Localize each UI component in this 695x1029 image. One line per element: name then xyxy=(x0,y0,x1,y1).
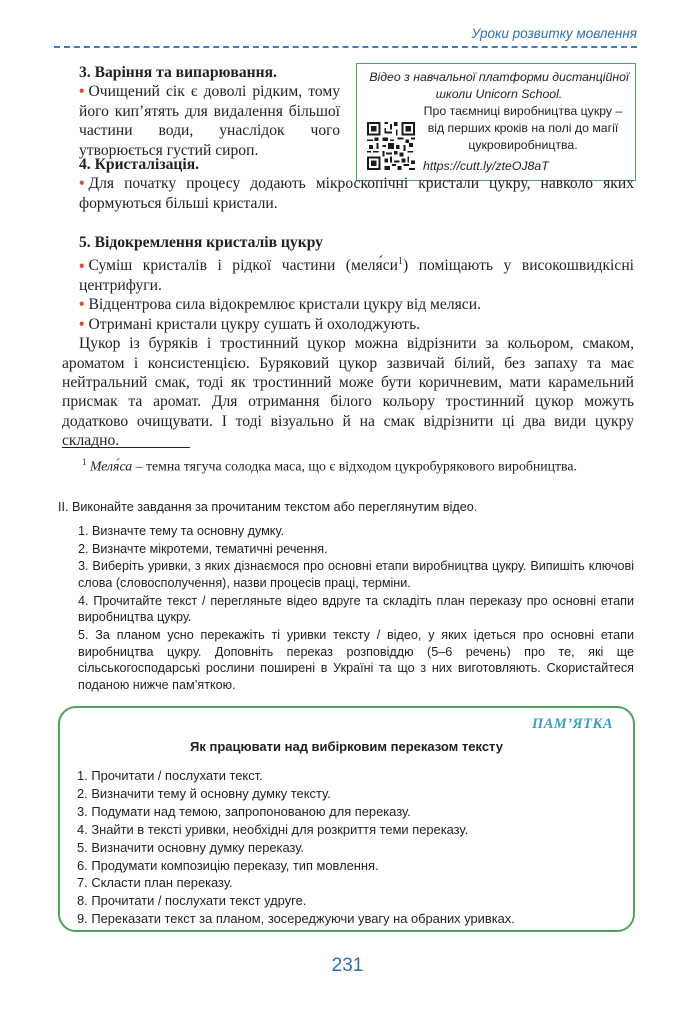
memo-item: 6. Продумати композицію переказу, тип мовлення. xyxy=(77,857,379,873)
task-item: 5. За планом усно перекажіть ті уривки тексту / відео, у яких ідеться про основні етапи виробництва цукру. Доповніть переказ розповіддю (5–6 речень) про те, які ще сільськогосподарські рослини поширені в Україні та що з них виготовляють. Скористайтеся поданою нижче пам’яткою. xyxy=(78,627,634,692)
footnote-term: Меля́са xyxy=(89,458,133,474)
bullet-dot: • xyxy=(79,83,85,101)
footnote-divider xyxy=(62,447,190,448)
s5-b1-post: ) поміщають у високошвидкісні центрифуги. xyxy=(79,257,634,294)
section-4-bullet-text: Для початку процесу додають мікроскопічні кристали цукру, навколо яких формуються більші кристали. xyxy=(79,175,634,212)
tasks-list xyxy=(62,523,634,694)
footnote xyxy=(62,454,634,475)
section-5 xyxy=(62,233,634,451)
footnote-body xyxy=(62,454,634,475)
memo-item: 8. Прочитати / послухати текст удруге. xyxy=(77,893,307,909)
video-caption: Відео з навчальної платформи дистанційної школи Unicorn School. xyxy=(369,70,629,101)
tasks-intro: II. Виконайте завдання за прочитаним текстом або переглянутим відео. xyxy=(58,500,478,514)
section-5-bullet-2 xyxy=(62,295,634,314)
section-5-bullet-3 xyxy=(62,315,634,334)
section-3 xyxy=(62,63,340,160)
footnote-ref: 1 xyxy=(398,256,403,268)
page-header xyxy=(54,24,637,48)
memo-item: 9. Переказати текст за планом, зосереджуючи увагу на обраних уривках. xyxy=(77,911,515,927)
memo-item: 2. Визначити тему й основну думку тексту. xyxy=(77,785,331,801)
bullet-dot: • xyxy=(79,257,85,275)
bullet-dot: • xyxy=(79,315,85,333)
task-item: 4. Прочитайте текст / перегляньте відео вдруге та складіть план переказу про основні етапи виробництва цукру. xyxy=(78,593,634,625)
section-5-title: 5. Відокремлення кристалів цукру xyxy=(79,234,323,251)
memo-box xyxy=(58,706,635,932)
memo-item: 4. Знайти в тексті уривки, необхідні для розкриття теми переказу. xyxy=(77,821,469,837)
section-4-title: 4. Кристалізація. xyxy=(79,156,200,173)
page-number: 231 xyxy=(331,955,364,976)
memo-item: 1. Прочитати / послухати текст. xyxy=(77,768,263,783)
s5-b3-text: Отримані кристали цукру сушать й охолоджують. xyxy=(88,315,421,333)
bullet-dot: • xyxy=(79,296,85,314)
section-5-bullet-1 xyxy=(62,252,634,295)
section-4-bullet xyxy=(62,174,634,213)
main-paragraph: Цукор із буряків і тростинний цукор можна відрізнити за кольором, смаком, ароматом і консистенцією. Буряковий цукор зазвичай білий, без запаху та має нейтральний смак, тоді як тростинний може бути коричневим, мати карамельний присмак та аромат. Для отримання білого кольору тростинний цукор можуть додатково очищувати. І тоді візуально й на смак відрізнити ці два види цукру складно. xyxy=(62,335,634,450)
video-link[interactable]: https://cutt.ly/zteOJ8aT xyxy=(423,159,549,173)
memo-item: 3. Подумати над темою, запропонованою для переказу. xyxy=(77,803,411,819)
memo-list xyxy=(77,767,623,928)
s5-b2-text: Відцентрова сила відокремлює кристали цукру від меляси. xyxy=(88,296,481,314)
memo-item: 5. Визначити основну думку переказу. xyxy=(77,839,304,855)
s5-b1-pre: Суміш кристалів і рідкої частини (меля́си xyxy=(88,257,398,275)
header-title: Уроки розвитку мовлення xyxy=(471,26,637,41)
memo-item: 7. Скласти план переказу. xyxy=(77,875,233,891)
task-item: 1. Визначте тему та основну думку. xyxy=(78,524,284,538)
task-item: 3. Виберіть уривки, з яких дізнаємося про основні етапи виробництва цукру. Випишіть ключові слова (словосполучення), назви процесів праці, терміни. xyxy=(78,559,634,590)
section-3-title: 3. Варіння та випарювання. xyxy=(79,64,277,81)
section-3-bullet xyxy=(62,82,340,160)
section-4 xyxy=(62,155,634,213)
memo-title: Як працювати над вибірковим переказом тексту xyxy=(190,739,503,754)
section-3-bullet-text: Очищений сік є доволі рідким, тому його кип’ятять для видалення більшої частини води, унаслідок чого утворюється густий сироп. xyxy=(79,83,340,159)
memo-tag: ПАМ’ЯТКА xyxy=(531,716,613,732)
task-item: 2. Визначте мікротеми, тематичні речення. xyxy=(78,541,328,556)
footnote-mark: 1 xyxy=(82,457,87,467)
footnote-text: – темна тягуча солодка маса, що є відходом цукробурякового виробництва. xyxy=(132,458,577,474)
bullet-dot: • xyxy=(79,175,85,193)
video-description: Про таємниці виробництва цукру – від перших кроків на полі до магії цукровиробництва. xyxy=(423,104,623,152)
